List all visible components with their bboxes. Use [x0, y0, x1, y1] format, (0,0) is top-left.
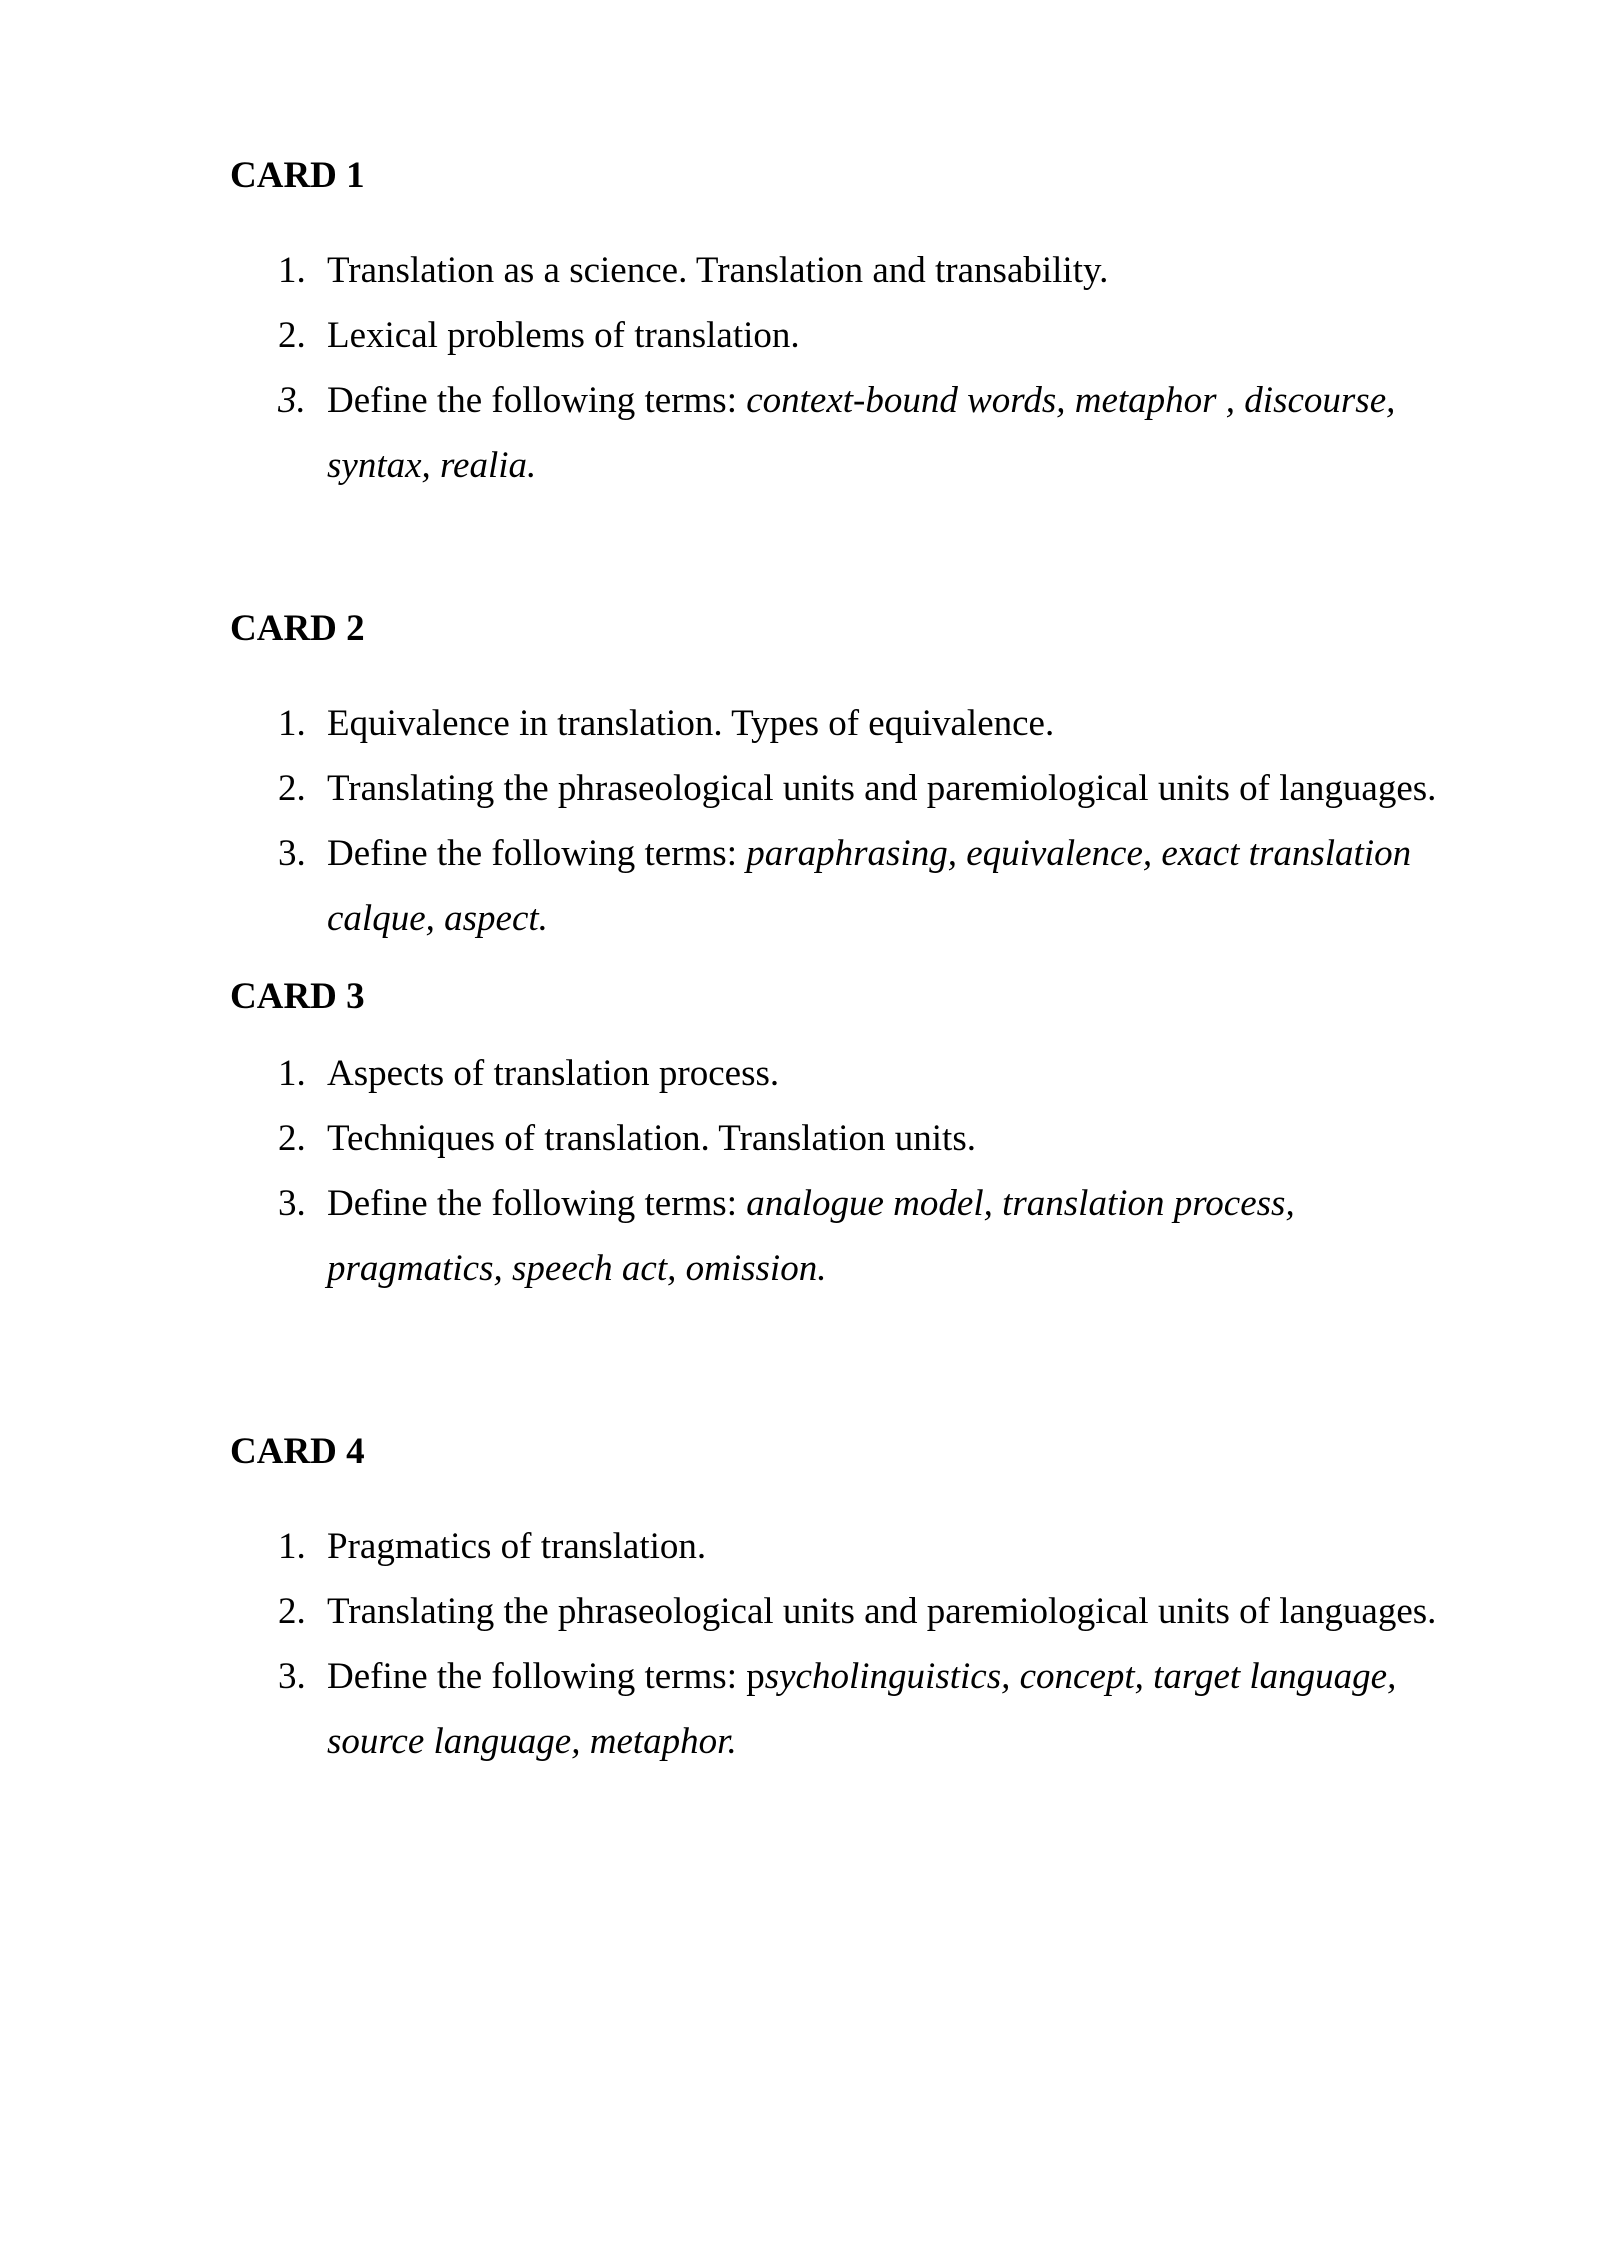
defined-terms: sycholinguistics, concept, target language,	[764, 1656, 1397, 1697]
question-number: 3.	[278, 833, 306, 874]
question-number: 3.	[278, 1656, 306, 1697]
question-text: Translation as a science. Translation and transability.	[327, 250, 1109, 291]
defined-terms: paraphrasing, equivalence, exact translation	[746, 833, 1412, 874]
card-4	[230, 1430, 1490, 1774]
question-text: Techniques of translation. Translation units.	[327, 1118, 976, 1159]
question-lead: Define the following terms:	[327, 1183, 747, 1224]
defined-terms: analogue model, translation process,	[746, 1183, 1295, 1224]
card-title: CARD 1	[230, 155, 365, 196]
question-text: Translating the phraseological units and paremiological units of languages.	[327, 1591, 1437, 1632]
card-2	[230, 607, 1490, 951]
question-text: Lexical problems of translation.	[327, 315, 800, 356]
question-number: 3.	[278, 380, 306, 421]
question-list	[230, 238, 1490, 498]
card-title: CARD 2	[230, 608, 365, 649]
defined-terms: calque, aspect.	[327, 898, 548, 939]
question-number: 2.	[278, 315, 306, 356]
question-item	[230, 1644, 1490, 1774]
question-number: 1.	[278, 250, 306, 291]
card-3	[230, 975, 1490, 1301]
question-number: 1.	[278, 1526, 306, 1567]
defined-terms: source language, metaphor.	[327, 1721, 737, 1762]
question-item	[230, 368, 1490, 498]
question-item	[230, 691, 1490, 756]
card-title: CARD 3	[230, 976, 365, 1017]
question-text: Aspects of translation process.	[327, 1053, 780, 1094]
question-item	[230, 1106, 1490, 1171]
defined-terms: context-bound words, metaphor , discourse,	[746, 380, 1396, 421]
question-item	[230, 303, 1490, 368]
question-item	[230, 1579, 1490, 1644]
question-number: 2.	[278, 1591, 306, 1632]
question-number: 1.	[278, 1053, 306, 1094]
question-number: 2.	[278, 768, 306, 809]
question-text: Translating the phraseological units and paremiological units of languages.	[327, 768, 1437, 809]
question-item	[230, 1514, 1490, 1579]
defined-terms: syntax, realia.	[327, 445, 537, 486]
question-item	[230, 238, 1490, 303]
card-1	[230, 154, 1490, 498]
question-number: 2.	[278, 1118, 306, 1159]
question-number: 1.	[278, 703, 306, 744]
question-item	[230, 1041, 1490, 1106]
question-list	[230, 691, 1490, 951]
question-text: Equivalence in translation. Types of equivalence.	[327, 703, 1055, 744]
question-item	[230, 821, 1490, 951]
card-title: CARD 4	[230, 1431, 365, 1472]
question-item	[230, 756, 1490, 821]
question-item	[230, 1171, 1490, 1301]
question-list	[230, 1041, 1490, 1301]
defined-terms: pragmatics, speech act, omission.	[327, 1248, 827, 1289]
question-lead: Define the following terms: p	[327, 1656, 765, 1697]
question-number: 3.	[278, 1183, 306, 1224]
question-text: Pragmatics of translation.	[327, 1526, 707, 1567]
question-lead: Define the following terms:	[327, 833, 747, 874]
question-list	[230, 1514, 1490, 1774]
question-lead: Define the following terms:	[327, 380, 747, 421]
